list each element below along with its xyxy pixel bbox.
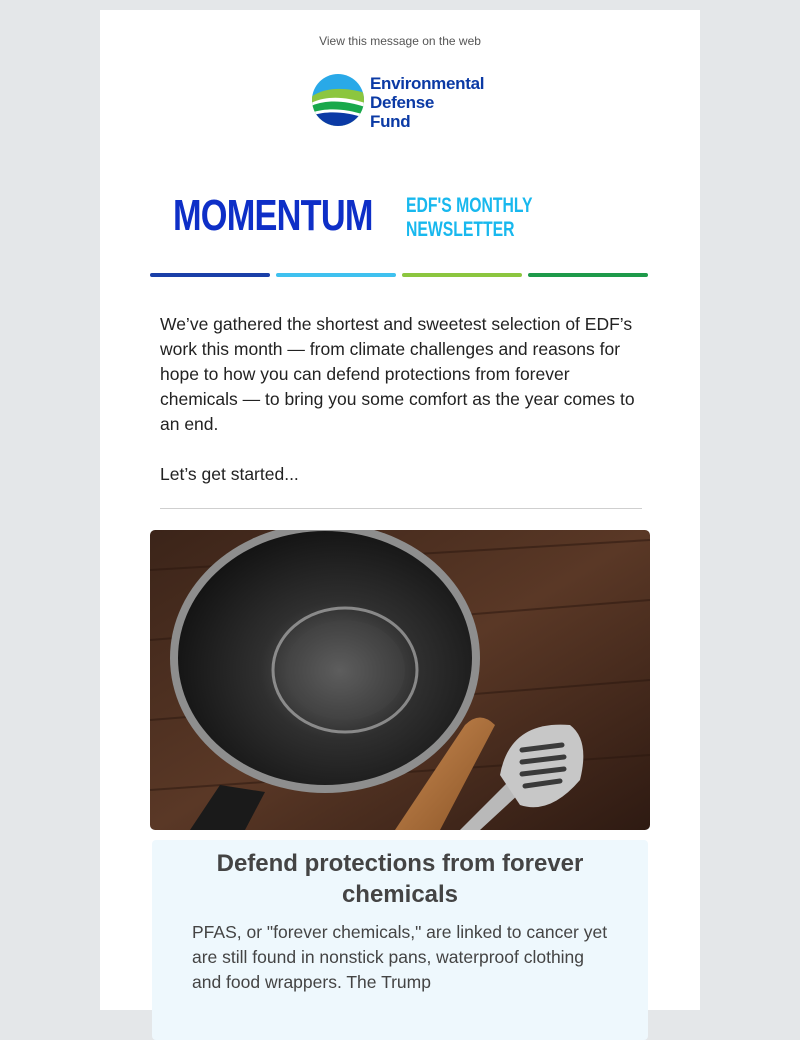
- intro-lead: Let’s get started...: [160, 464, 299, 484]
- article-body: PFAS, or "forever chemicals," are linked to cancer yet are still found in nonstick pans, waterproof clothing and food wrappers. The Trump: [192, 922, 608, 992]
- logo-line-2: Defense: [370, 93, 435, 112]
- masthead-subtitle-line-2: NEWSLETTER: [406, 218, 515, 241]
- intro-paragraph: We’ve gathered the shortest and sweetest selection of EDF’s work this month — from climate challenges and reasons for hope to how you can defend protections from forever chemicals — to bring you some comfort as the year comes to an end.: [160, 314, 635, 434]
- email-container: [100, 10, 700, 1010]
- divider-bar-blue: [150, 273, 270, 277]
- frying-pan-illustration: [150, 530, 650, 830]
- masthead-subtitle-line-1: EDF'S MONTHLY: [406, 194, 533, 217]
- view-on-web-link[interactable]: View this message on the web: [319, 34, 481, 48]
- newsletter-masthead: [173, 192, 553, 246]
- masthead-title: MOMENTUM: [173, 191, 373, 240]
- masthead-subtitle: [406, 194, 533, 242]
- divider-bar-light-blue: [276, 273, 396, 277]
- logo-line-3: Fund: [370, 112, 411, 131]
- article-card: [152, 840, 648, 1040]
- edf-logo[interactable]: [311, 73, 501, 133]
- hero-image-frying-pan[interactable]: [150, 530, 650, 830]
- edf-logo-text: [370, 74, 484, 131]
- divider-bar-lime: [402, 273, 522, 277]
- color-divider: [150, 273, 650, 277]
- article-title[interactable]: Defend protections from forever chemicals: [216, 850, 584, 908]
- divider-bar-green: [528, 273, 648, 277]
- intro-text: [160, 312, 640, 487]
- logo-line-1: Environmental: [370, 74, 485, 93]
- section-divider: [160, 508, 642, 509]
- edf-logo-mark-icon: [311, 73, 365, 127]
